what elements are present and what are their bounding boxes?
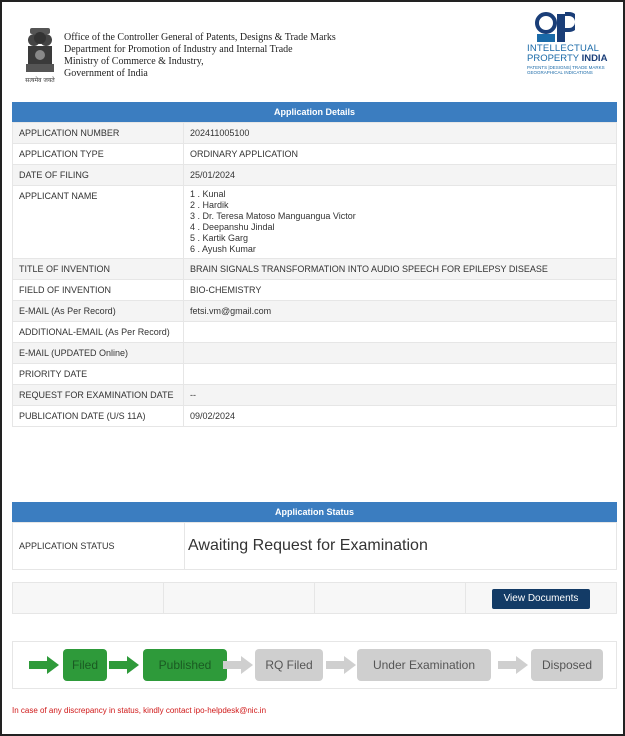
documents-cell <box>13 583 164 613</box>
details-label: TITLE OF INVENTION <box>13 259 184 280</box>
applicant-name: 3 . Dr. Teresa Matoso Manguangua Victor <box>190 211 356 221</box>
step-arrow-icon <box>498 656 528 674</box>
details-label: APPLICATION TYPE <box>13 144 184 165</box>
ipi-line-3 <box>527 65 605 75</box>
progress-step: RQ Filed <box>255 649 323 681</box>
details-value <box>184 364 617 385</box>
details-value: 09/02/2024 <box>184 406 617 427</box>
office-line: Government of India <box>64 68 148 79</box>
details-value: fetsi.vm@gmail.com <box>184 301 617 322</box>
applicant-name: 4 . Deepanshu Jindal <box>190 222 275 232</box>
status-progress <box>12 641 617 689</box>
status-title-bar: Application Status <box>12 502 617 522</box>
status-row <box>12 522 617 570</box>
step-arrow-icon <box>109 656 139 674</box>
details-row <box>13 385 617 406</box>
details-value: BIO-CHEMISTRY <box>184 280 617 301</box>
details-value: BRAIN SIGNALS TRANSFORMATION INTO AUDIO SPEECH FOR EPILEPSY DISEASE <box>184 259 617 280</box>
details-value: 25/01/2024 <box>184 165 617 186</box>
details-value: ORDINARY APPLICATION <box>184 144 617 165</box>
details-row <box>13 280 617 301</box>
details-label: DATE OF FILING <box>13 165 184 186</box>
office-line: Ministry of Commerce & Industry, <box>64 56 204 67</box>
step-arrow-icon <box>29 656 59 674</box>
details-row <box>13 301 617 322</box>
progress-step: Disposed <box>531 649 603 681</box>
details-label: E-MAIL (UPDATED Online) <box>13 343 184 364</box>
details-row <box>13 364 617 385</box>
progress-step: Under Examination <box>357 649 491 681</box>
details-value <box>184 343 617 364</box>
progress-step: Filed <box>63 649 107 681</box>
applicant-name: 5 . Kartik Garg <box>190 233 249 243</box>
details-label: E-MAIL (As Per Record) <box>13 301 184 322</box>
details-title-bar: Application Details <box>12 102 617 122</box>
applicant-name: 6 . Ayush Kumar <box>190 244 256 254</box>
ipi-line-2-a: PROPERTY <box>527 53 582 64</box>
details-value <box>184 322 617 343</box>
details-label: FIELD OF INVENTION <box>13 280 184 301</box>
details-label: APPLICANT NAME <box>13 186 184 259</box>
details-value <box>184 186 617 259</box>
progress-step: Published <box>143 649 227 681</box>
office-name-block <box>64 32 336 80</box>
step-arrow-icon <box>223 656 253 674</box>
applicant-name: 1 . Kunal <box>190 189 226 199</box>
national-emblem-icon <box>22 24 58 86</box>
ipi-line-3-a: PATENTS |DESIGNS| TRADE MARKS <box>527 65 605 70</box>
documents-cell <box>466 583 616 613</box>
details-label: ADDITIONAL-EMAIL (As Per Record) <box>13 322 184 343</box>
applicant-name: 2 . Hardik <box>190 200 229 210</box>
emblem-motto: सत्यमेव जयते <box>25 77 55 84</box>
details-row <box>13 259 617 280</box>
discrepancy-note: In case of any discrepancy in status, kindly contact ipo-helpdesk@nic.in <box>12 706 267 715</box>
status-label: APPLICATION STATUS <box>13 523 185 569</box>
details-row <box>13 123 617 144</box>
ipi-line-2-b: INDIA <box>581 53 608 64</box>
ip-india-logo <box>523 12 615 82</box>
ipi-line-3-b: GEOGRAPHICAL INDICATIONS <box>527 70 593 75</box>
details-table <box>12 122 617 427</box>
page-header <box>12 10 617 94</box>
details-label: APPLICATION NUMBER <box>13 123 184 144</box>
office-line: Department for Promotion of Industry and Internal Trade <box>64 44 293 55</box>
ip-india-logo-icon <box>535 12 575 44</box>
details-row <box>13 406 617 427</box>
details-label: PUBLICATION DATE (U/S 11A) <box>13 406 184 427</box>
details-label: REQUEST FOR EXAMINATION DATE <box>13 385 184 406</box>
documents-cell <box>164 583 315 613</box>
office-line: Office of the Controller General of Patents, Designs & Trade Marks <box>64 32 336 43</box>
ipi-line-2 <box>527 54 607 64</box>
documents-cell <box>315 583 466 613</box>
ipi-line-1: INTELLECTUAL <box>527 43 600 54</box>
details-row <box>13 165 617 186</box>
status-value: Awaiting Request for Examination <box>188 537 428 554</box>
details-value: 202411005100 <box>184 123 617 144</box>
details-row <box>13 343 617 364</box>
documents-row <box>12 582 617 614</box>
details-row <box>13 144 617 165</box>
details-row <box>13 186 617 259</box>
details-row <box>13 322 617 343</box>
details-value: -- <box>184 385 617 406</box>
details-label: PRIORITY DATE <box>13 364 184 385</box>
view-documents-button[interactable]: View Documents <box>492 589 590 609</box>
step-arrow-icon <box>326 656 356 674</box>
